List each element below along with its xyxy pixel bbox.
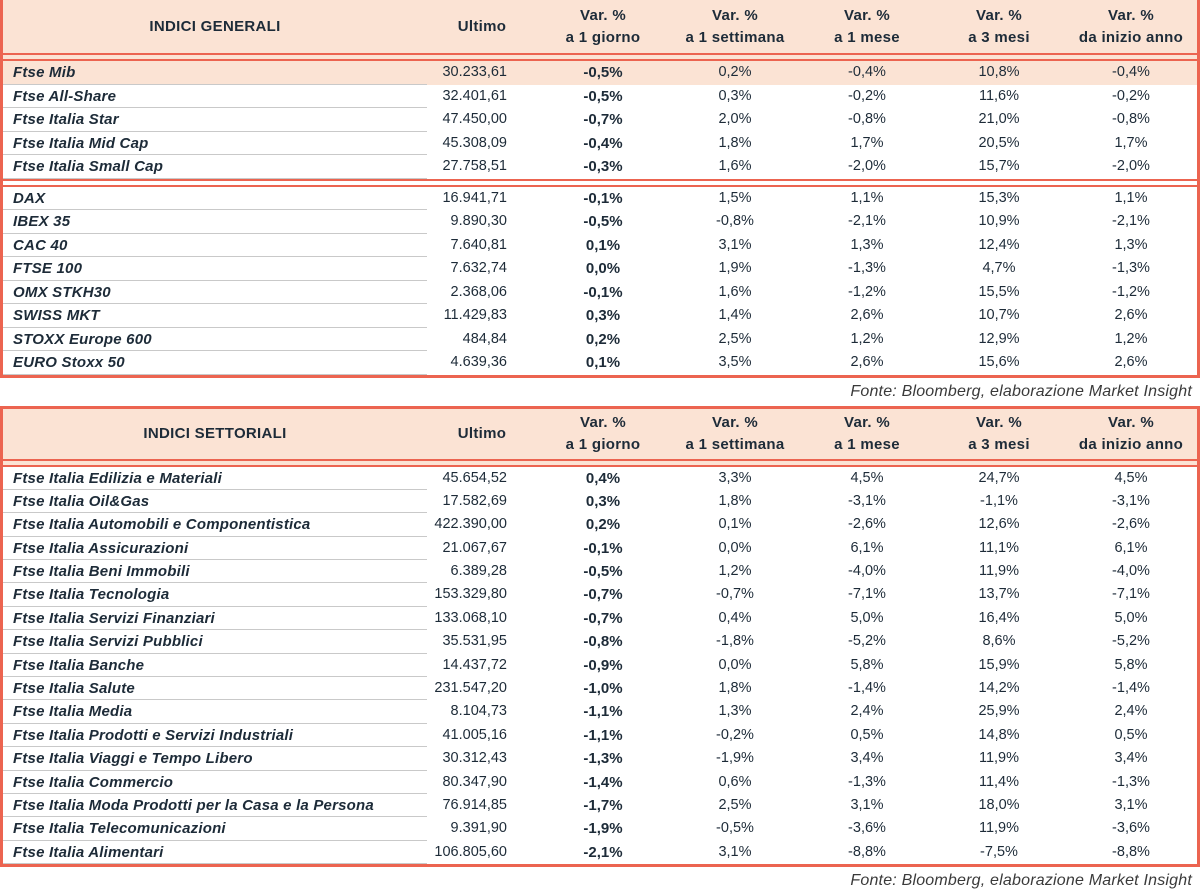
var-3-mesi-cell: -1,1%: [980, 492, 1018, 509]
var-inizio-anno-cell: -7,1%: [1112, 586, 1150, 603]
var-inizio-anno-cell: -2,6%: [1112, 516, 1150, 533]
var-1-mese-cell: 5,0%: [850, 609, 884, 626]
ultimo-value-cell: 41.005,16: [442, 726, 507, 743]
index-name-cell: Ftse Italia Banche: [3, 654, 427, 677]
var-1-mese-cell: 1,1%: [850, 189, 884, 206]
column-header-line2: a 1 giorno: [565, 435, 641, 453]
var-inizio-anno-cell: 5,8%: [1114, 656, 1148, 673]
var-inizio-anno-cell: -0,2%: [1112, 87, 1150, 104]
table-row: [3, 607, 1197, 630]
var-3-mesi-cell: 11,9%: [978, 750, 1020, 767]
var-1-settimana-cell: 1,8%: [718, 492, 752, 509]
var-inizio-anno-cell: 1,3%: [1114, 236, 1148, 253]
ultimo-value-cell: 422.390,00: [434, 516, 507, 533]
var-inizio-anno-cell: -3,1%: [1112, 492, 1150, 509]
var-inizio-anno-cell: -2,0%: [1112, 158, 1150, 174]
var-3-mesi-cell: 16,4%: [978, 609, 1020, 626]
var-inizio-anno-cell: 6,1%: [1114, 539, 1148, 556]
table-row: [3, 328, 1197, 352]
var-1-mese-cell: -2,1%: [848, 213, 886, 229]
var-1-settimana-cell: 0,6%: [718, 773, 752, 790]
var-1-mese-cell: -8,8%: [848, 843, 886, 860]
var-3-mesi-cell: 12,6%: [978, 516, 1020, 533]
var-1-mese-cell: -4,0%: [848, 563, 886, 580]
ultimo-value-cell: 133.068,10: [434, 609, 507, 626]
var-1-giorno-cell: -0,5%: [583, 213, 623, 230]
var-1-giorno-cell: -0,4%: [583, 134, 623, 152]
ultimo-value-cell: 153.329,80: [434, 586, 507, 603]
table-row: [3, 257, 1197, 281]
table-row: [3, 61, 1197, 85]
index-name-cell: FTSE 100: [3, 257, 427, 281]
var-1-giorno-cell: 0,0%: [585, 260, 621, 277]
var-inizio-anno-cell: -8,8%: [1112, 843, 1150, 860]
column-header-line2: a 3 mesi: [968, 435, 1030, 453]
var-1-mese-cell: 2,6%: [850, 307, 884, 323]
index-name-cell: Ftse Italia Star: [3, 108, 427, 132]
var-3-mesi-cell: 4,7%: [982, 260, 1016, 276]
table-title: INDICI SETTORIALI: [143, 424, 287, 442]
header-divider: [3, 53, 1197, 61]
var-inizio-anno-cell: 5,0%: [1114, 609, 1148, 626]
var-3-mesi-cell: 15,7%: [978, 158, 1020, 174]
table-row: [3, 85, 1197, 109]
var-3-mesi-cell: 25,9%: [978, 703, 1020, 720]
source-note-text: Fonte: Bloomberg, elaborazione Market Insight: [850, 872, 1192, 890]
var-inizio-anno-cell: -0,8%: [1112, 111, 1150, 127]
ultimo-value-cell: 7.632,74: [450, 260, 507, 276]
table-row: [3, 210, 1197, 234]
var-3-mesi-cell: 11,4%: [978, 773, 1020, 790]
var-1-settimana-cell: -1,8%: [716, 633, 754, 650]
ultimo-value-cell: 9.391,90: [450, 820, 507, 837]
ultimo-value-cell: 9.890,30: [450, 213, 507, 229]
var-1-settimana-cell: 3,1%: [718, 843, 752, 860]
ultimo-value-cell: 16.941,71: [442, 189, 507, 206]
table-row: [3, 281, 1197, 305]
var-3-mesi-cell: 15,6%: [978, 354, 1020, 370]
var-inizio-anno-cell: 2,6%: [1114, 307, 1148, 323]
column-header-line1: Var. %: [843, 413, 890, 431]
column-header-line2: a 1 mese: [834, 435, 900, 453]
var-3-mesi-cell: 13,7%: [978, 586, 1020, 603]
var-1-giorno-cell: -0,5%: [583, 87, 623, 105]
var-1-settimana-cell: -0,8%: [716, 213, 754, 229]
var-1-settimana-cell: 1,5%: [718, 189, 752, 206]
ultimo-value-cell: 7.640,81: [450, 236, 507, 253]
table-body: [3, 61, 1197, 375]
table-row: [3, 794, 1197, 817]
var-1-settimana-cell: 2,5%: [718, 796, 752, 813]
table-row: [3, 187, 1197, 211]
var-1-giorno-cell: 0,2%: [585, 516, 621, 534]
var-1-giorno-cell: -0,1%: [583, 539, 623, 557]
var-1-settimana-cell: 1,8%: [718, 680, 752, 697]
table-row: [3, 700, 1197, 723]
var-1-giorno-cell: -1,1%: [583, 726, 623, 744]
var-1-mese-cell: -3,1%: [848, 492, 886, 509]
ultimo-value-cell: 30.233,61: [442, 64, 507, 80]
index-name-cell: Ftse Italia Tecnologia: [3, 583, 427, 606]
var-3-mesi-cell: 10,7%: [978, 307, 1020, 323]
index-name-cell: Ftse Italia Moda Prodotti per la Casa e la Persona: [3, 794, 427, 817]
ultimo-value-cell: 35.531,95: [442, 633, 507, 650]
var-1-giorno-cell: -0,5%: [583, 64, 623, 81]
var-inizio-anno-cell: 3,1%: [1114, 796, 1148, 813]
var-3-mesi-cell: 11,6%: [978, 87, 1020, 104]
table-row: [3, 841, 1197, 864]
index-name-cell: Ftse Italia Beni Immobili: [3, 560, 427, 583]
column-header-line1: Var. %: [1107, 6, 1154, 24]
ultimo-value-cell: 4.639,36: [450, 354, 507, 370]
var-inizio-anno-cell: -5,2%: [1112, 633, 1150, 650]
var-1-mese-cell: -5,2%: [848, 633, 886, 650]
var-1-mese-cell: -0,4%: [848, 64, 886, 80]
var-1-settimana-cell: 1,9%: [718, 260, 752, 276]
var-1-giorno-cell: -1,0%: [583, 680, 623, 698]
index-name-cell: Ftse Italia Servizi Pubblici: [3, 630, 427, 653]
var-1-giorno-cell: -1,4%: [583, 773, 623, 791]
var-3-mesi-cell: 11,1%: [978, 539, 1020, 556]
var-1-mese-cell: 5,8%: [850, 656, 884, 673]
var-1-settimana-cell: -0,7%: [716, 586, 754, 603]
var-inizio-anno-cell: -3,6%: [1112, 820, 1150, 837]
var-1-giorno-cell: -1,7%: [583, 796, 623, 814]
column-header-line1: Var. %: [579, 413, 626, 431]
index-name-cell: DAX: [3, 187, 427, 211]
index-name-cell: Ftse Italia Small Cap: [3, 155, 427, 179]
ultimo-value-cell: 17.582,69: [442, 492, 507, 509]
var-1-giorno-cell: -0,5%: [583, 563, 623, 581]
var-1-giorno-cell: 0,1%: [585, 236, 621, 254]
var-1-mese-cell: 0,5%: [850, 726, 884, 743]
var-1-mese-cell: 3,4%: [850, 750, 884, 767]
header-divider: [3, 459, 1197, 467]
source-note: [0, 867, 1200, 895]
var-1-settimana-cell: 1,4%: [718, 307, 752, 323]
var-inizio-anno-cell: -4,0%: [1112, 563, 1150, 580]
column-header-line2: da inizio anno: [1078, 435, 1184, 453]
column-header-line2: a 1 settimana: [685, 28, 785, 46]
var-1-settimana-cell: 1,2%: [718, 563, 752, 580]
var-1-giorno-cell: 0,2%: [585, 330, 621, 348]
var-1-giorno-cell: -1,9%: [583, 820, 623, 838]
table-row: [3, 234, 1197, 258]
var-1-settimana-cell: -0,5%: [716, 820, 754, 837]
column-header-ultimo: Ultimo: [457, 424, 507, 442]
index-name-cell: Ftse Italia Automobili e Componentistica: [3, 513, 427, 536]
table-row: [3, 654, 1197, 677]
column-header-line1: Var. %: [579, 6, 626, 24]
column-header-var-1-giorno: [537, 5, 669, 49]
var-1-giorno-cell: 0,3%: [585, 307, 621, 324]
var-1-mese-cell: 2,6%: [850, 354, 884, 370]
ultimo-value-cell: 80.347,90: [442, 773, 507, 790]
var-3-mesi-cell: 11,9%: [978, 563, 1020, 580]
var-1-mese-cell: -1,4%: [848, 680, 886, 697]
index-name-cell: Ftse Italia Prodotti e Servizi Industriali: [3, 724, 427, 747]
var-1-settimana-cell: 3,3%: [718, 469, 752, 486]
var-3-mesi-cell: 21,0%: [978, 111, 1020, 127]
column-header-var-inizio-anno: [1065, 5, 1197, 49]
index-name-cell: Ftse Mib: [3, 61, 427, 85]
var-1-mese-cell: 1,3%: [850, 236, 884, 253]
table-row: [3, 677, 1197, 700]
column-header-line2: a 1 mese: [834, 28, 900, 46]
var-3-mesi-cell: 15,9%: [978, 656, 1020, 673]
var-inizio-anno-cell: 1,2%: [1114, 330, 1148, 347]
table-row: [3, 155, 1197, 179]
ultimo-value-cell: 21.067,67: [442, 539, 507, 556]
var-3-mesi-cell: 15,5%: [978, 283, 1020, 300]
var-1-giorno-cell: -0,8%: [583, 633, 623, 651]
var-inizio-anno-cell: 1,7%: [1114, 134, 1148, 151]
var-1-settimana-cell: 3,1%: [718, 236, 752, 253]
ultimo-value-cell: 2.368,06: [450, 283, 507, 300]
ultimo-value-cell: 8.104,73: [450, 703, 507, 720]
var-1-giorno-cell: -1,3%: [583, 750, 623, 768]
ultimo-value-cell: 76.914,85: [442, 796, 507, 813]
var-3-mesi-cell: 10,8%: [978, 64, 1020, 80]
var-1-settimana-cell: 0,0%: [718, 539, 752, 556]
table-row: [3, 490, 1197, 513]
index-name-cell: Ftse Italia Servizi Finanziari: [3, 607, 427, 630]
column-header-line1: Var. %: [975, 413, 1022, 431]
column-header-line1: Var. %: [843, 6, 890, 24]
table-row: [3, 132, 1197, 156]
index-name-cell: Ftse Italia Commercio: [3, 771, 427, 794]
var-1-settimana-cell: 1,6%: [718, 158, 752, 174]
var-1-settimana-cell: 1,3%: [718, 703, 752, 720]
var-3-mesi-cell: 11,9%: [978, 820, 1020, 837]
var-inizio-anno-cell: -1,3%: [1112, 260, 1150, 276]
table-row: [3, 537, 1197, 560]
ultimo-value-cell: 32.401,61: [442, 87, 507, 104]
table-row: [3, 467, 1197, 490]
column-header-line1: Var. %: [711, 413, 758, 431]
var-inizio-anno-cell: 3,4%: [1114, 750, 1148, 767]
var-3-mesi-cell: 24,7%: [978, 469, 1020, 486]
var-inizio-anno-cell: 4,5%: [1114, 469, 1148, 486]
column-header-line1: Var. %: [975, 6, 1022, 24]
column-header-line1: Var. %: [1107, 413, 1154, 431]
var-1-giorno-cell: -0,1%: [583, 189, 623, 207]
column-header-line1: Var. %: [711, 6, 758, 24]
var-1-settimana-cell: 2,0%: [718, 111, 752, 127]
column-header-var-1-settimana: [669, 412, 801, 456]
var-1-mese-cell: -1,2%: [848, 283, 886, 300]
column-header-var-1-giorno: [537, 412, 669, 456]
var-1-settimana-cell: 3,5%: [718, 354, 752, 370]
var-3-mesi-cell: -7,5%: [980, 843, 1018, 860]
var-1-mese-cell: -7,1%: [848, 586, 886, 603]
table-row: [3, 771, 1197, 794]
var-1-settimana-cell: 0,1%: [718, 516, 752, 533]
var-1-settimana-cell: 1,6%: [718, 283, 752, 300]
index-name-cell: Ftse Italia Alimentari: [3, 841, 427, 864]
table-row: [3, 351, 1197, 375]
column-header-var-inizio-anno: [1065, 412, 1197, 456]
ultimo-value-cell: 47.450,00: [442, 111, 507, 127]
column-header-line2: a 1 settimana: [685, 435, 785, 453]
var-inizio-anno-cell: -1,4%: [1112, 680, 1150, 697]
var-1-settimana-cell: 0,2%: [718, 64, 752, 80]
table-header: [3, 409, 1197, 459]
index-name-cell: CAC 40: [3, 234, 427, 258]
ultimo-value-cell: 45.308,09: [442, 134, 507, 151]
var-inizio-anno-cell: 2,4%: [1114, 703, 1148, 720]
var-1-mese-cell: 2,4%: [850, 703, 884, 720]
index-name-cell: EURO Stoxx 50: [3, 351, 427, 375]
var-3-mesi-cell: 12,9%: [978, 330, 1020, 347]
source-note: [0, 378, 1200, 406]
var-1-mese-cell: -0,8%: [848, 111, 886, 127]
var-1-mese-cell: 6,1%: [850, 539, 884, 556]
ultimo-value-cell: 30.312,43: [442, 750, 507, 767]
index-name-cell: SWISS MKT: [3, 304, 427, 328]
var-1-mese-cell: -3,6%: [848, 820, 886, 837]
var-1-mese-cell: 3,1%: [850, 796, 884, 813]
index-name-cell: IBEX 35: [3, 210, 427, 234]
index-name-cell: STOXX Europe 600: [3, 328, 427, 352]
ultimo-value-cell: 11.429,83: [443, 307, 507, 323]
var-3-mesi-cell: 20,5%: [978, 134, 1020, 151]
table-row: [3, 630, 1197, 653]
table-row: [3, 724, 1197, 747]
index-name-cell: Ftse All-Share: [3, 85, 427, 109]
column-header-var-1-mese: [801, 412, 933, 456]
var-1-mese-cell: -2,0%: [848, 158, 886, 174]
column-header-line2: da inizio anno: [1078, 28, 1184, 46]
var-3-mesi-cell: 8,6%: [982, 633, 1016, 650]
var-inizio-anno-cell: 1,1%: [1114, 189, 1148, 206]
ultimo-value-cell: 484,84: [462, 330, 507, 347]
table-row: [3, 583, 1197, 606]
var-1-giorno-cell: -0,1%: [583, 283, 623, 301]
var-1-giorno-cell: -0,7%: [583, 609, 623, 627]
var-1-giorno-cell: -1,1%: [583, 703, 623, 721]
var-1-mese-cell: 1,2%: [850, 330, 884, 347]
var-1-mese-cell: 1,7%: [850, 134, 884, 151]
var-1-giorno-cell: -0,7%: [583, 111, 623, 128]
table-row: [3, 560, 1197, 583]
index-name-cell: Ftse Italia Viaggi e Tempo Libero: [3, 747, 427, 770]
var-1-mese-cell: -0,2%: [848, 87, 886, 104]
index-name-cell: Ftse Italia Salute: [3, 677, 427, 700]
table-title: INDICI GENERALI: [149, 17, 281, 35]
var-1-mese-cell: -1,3%: [848, 773, 886, 790]
var-1-giorno-cell: 0,4%: [585, 469, 621, 487]
var-1-giorno-cell: -0,9%: [583, 656, 623, 674]
index-name-cell: Ftse Italia Telecomunicazioni: [3, 817, 427, 840]
index-name-cell: Ftse Italia Media: [3, 700, 427, 723]
var-inizio-anno-cell: 2,6%: [1114, 354, 1148, 370]
var-1-giorno-cell: -0,7%: [583, 586, 623, 604]
index-name-cell: Ftse Italia Edilizia e Materiali: [3, 467, 427, 490]
var-1-settimana-cell: -0,2%: [716, 726, 754, 743]
var-1-settimana-cell: 0,4%: [718, 609, 752, 626]
var-1-settimana-cell: -1,9%: [716, 750, 754, 767]
var-3-mesi-cell: 12,4%: [978, 236, 1020, 253]
table-row: [3, 817, 1197, 840]
ultimo-value-cell: 231.547,20: [434, 680, 507, 697]
var-1-giorno-cell: -2,1%: [583, 843, 623, 861]
var-1-settimana-cell: 2,5%: [718, 330, 752, 347]
indici-settoriali-table: [0, 406, 1200, 868]
var-1-mese-cell: 4,5%: [850, 469, 884, 486]
column-header-var-3-mesi: [933, 412, 1065, 456]
ultimo-value-cell: 14.437,72: [442, 656, 507, 673]
column-header-line2: a 3 mesi: [968, 28, 1030, 46]
column-header-var-3-mesi: [933, 5, 1065, 49]
var-1-mese-cell: -1,3%: [848, 260, 886, 276]
var-inizio-anno-cell: -1,3%: [1112, 773, 1150, 790]
table-row: [3, 304, 1197, 328]
ultimo-value-cell: 27.758,51: [442, 158, 507, 174]
var-3-mesi-cell: 18,0%: [978, 796, 1020, 813]
column-header-var-1-settimana: [669, 5, 801, 49]
column-header-line2: a 1 giorno: [565, 28, 641, 46]
column-header-ultimo: Ultimo: [457, 17, 507, 35]
index-name-cell: Ftse Italia Oil&Gas: [3, 490, 427, 513]
var-1-settimana-cell: 1,8%: [718, 134, 752, 151]
var-1-giorno-cell: 0,1%: [585, 354, 621, 371]
var-1-giorno-cell: 0,3%: [585, 492, 621, 510]
group-divider: [3, 179, 1197, 187]
column-header-var-1-mese: [801, 5, 933, 49]
table-row: [3, 513, 1197, 536]
table-header: [3, 0, 1197, 53]
var-1-settimana-cell: 0,0%: [718, 656, 752, 673]
var-3-mesi-cell: 14,8%: [978, 726, 1020, 743]
table-row: [3, 747, 1197, 770]
ultimo-value-cell: 45.654,52: [442, 469, 507, 486]
table-row: [3, 108, 1197, 132]
var-inizio-anno-cell: 0,5%: [1114, 726, 1148, 743]
var-inizio-anno-cell: -2,1%: [1112, 213, 1150, 229]
var-inizio-anno-cell: -0,4%: [1112, 64, 1150, 80]
var-3-mesi-cell: 14,2%: [978, 680, 1020, 697]
index-name-cell: Ftse Italia Assicurazioni: [3, 537, 427, 560]
ultimo-value-cell: 6.389,28: [450, 563, 507, 580]
source-note-text: Fonte: Bloomberg, elaborazione Market Insight: [850, 382, 1192, 400]
index-name-cell: Ftse Italia Mid Cap: [3, 132, 427, 156]
indici-generali-table: [0, 0, 1200, 378]
var-3-mesi-cell: 15,3%: [978, 189, 1020, 206]
var-3-mesi-cell: 10,9%: [978, 213, 1020, 229]
var-inizio-anno-cell: -1,2%: [1112, 283, 1150, 300]
ultimo-value-cell: 106.805,60: [434, 843, 507, 860]
var-1-mese-cell: -2,6%: [848, 516, 886, 533]
index-name-cell: OMX STKH30: [3, 281, 427, 305]
var-1-settimana-cell: 0,3%: [718, 87, 752, 104]
var-1-giorno-cell: -0,3%: [583, 158, 623, 175]
table-body: [3, 467, 1197, 865]
